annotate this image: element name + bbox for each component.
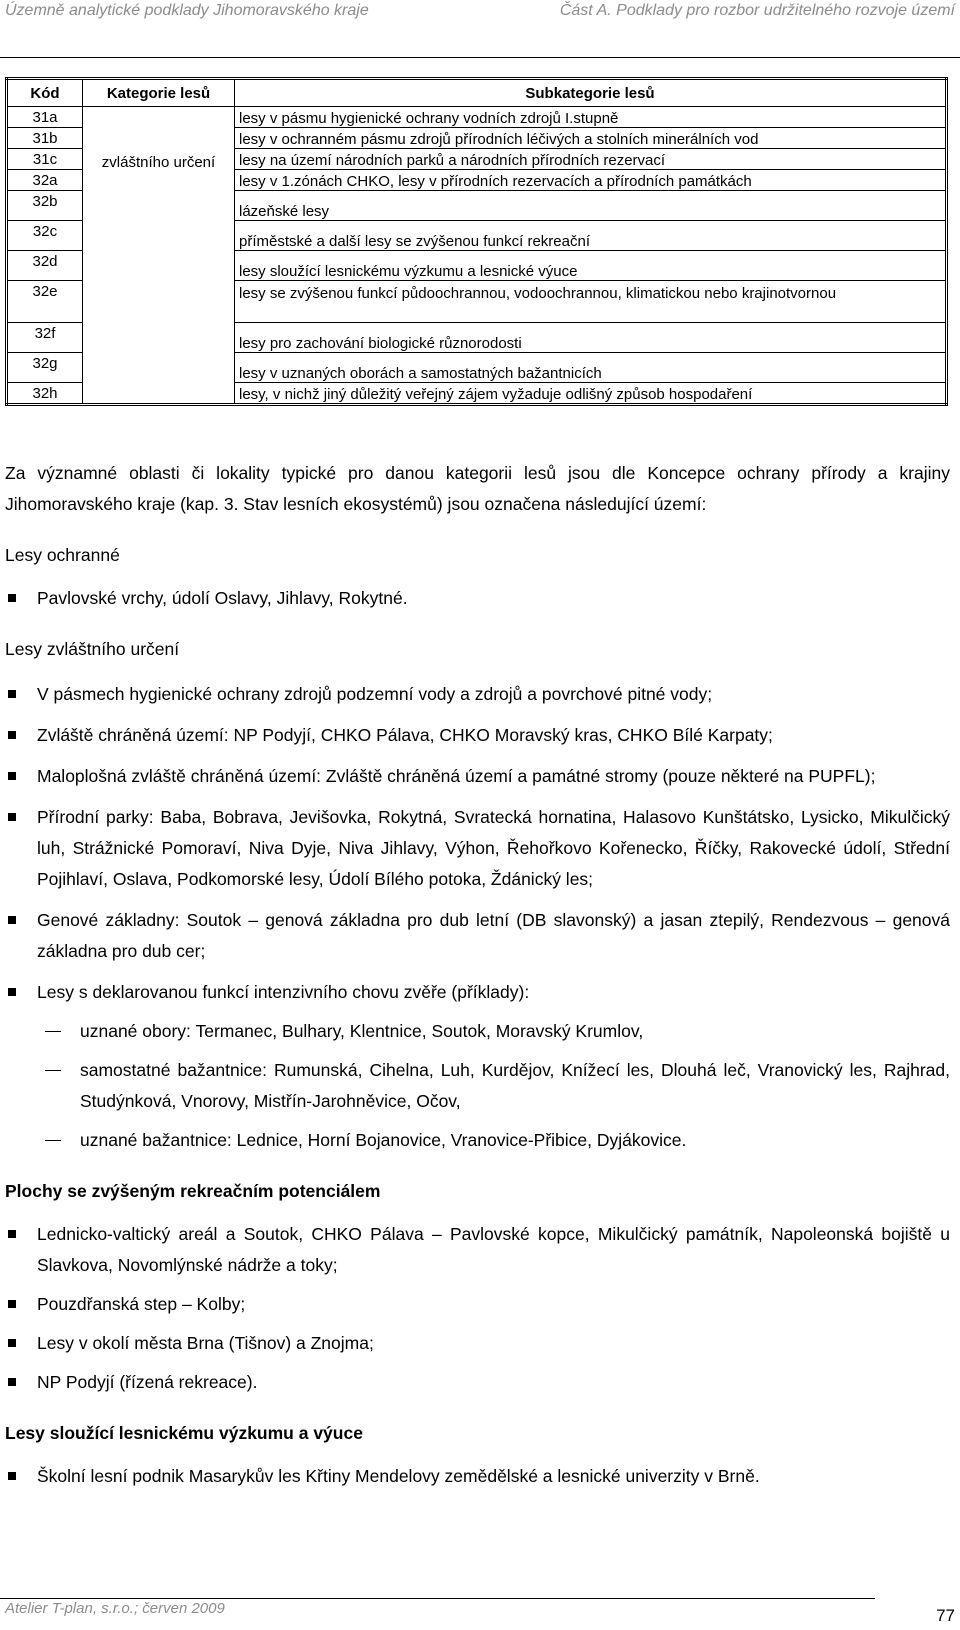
list-zvlastni <box>5 679 950 1008</box>
cell-kod: 32h <box>7 383 83 405</box>
list-item: uznané obory: Termanec, Bulhary, Klentnice, Soutok, Moravský Krumlov, <box>5 1016 950 1047</box>
square-bullet-icon <box>8 813 16 821</box>
cell-kod: 31c <box>7 149 83 170</box>
section-title-vyzkum: Lesy sloužící lesnickému výzkumu a výuce <box>5 1423 363 1443</box>
list-item: Zvláště chráněná území: NP Podyjí, CHKO Pálava, CHKO Moravský kras, CHKO Bílé Karpaty; <box>5 720 950 751</box>
cell-subkategorie: lesy v pásmu hygienické ochrany vodních zdrojů I.stupně <box>235 107 947 128</box>
cell-kod: 31a <box>7 107 83 128</box>
square-bullet-icon <box>8 731 16 739</box>
dash-bullet-icon <box>45 1031 61 1032</box>
list-item: Přírodní parky: Baba, Bobrava, Jevišovka, Rokytná, Svratecká hornatina, Halasovo Kunštátsko, Lysicko, Mikulčický luh, Strážnické Pomoraví, Niva Dyje, Niva Jihlavy, Výhon, Řehořkovo Kořenecko, Říčky, Rakovecké údolí, Střední Pojihlaví, Oslava, Podkomorské lesy, Údolí Bílého potoka, Ždánický les; <box>5 802 950 895</box>
forest-category-table <box>5 77 948 406</box>
list-ochranne <box>5 583 950 614</box>
document-body <box>5 458 950 1492</box>
cell-kod: 32f <box>7 323 83 353</box>
section-title-zvlastni: Lesy zvláštního určení <box>5 639 180 659</box>
cell-subkategorie: lesy v 1.zónách CHKO, lesy v přírodních rezervacích a přírodních památkách <box>235 170 947 191</box>
page-footer <box>0 1598 960 1630</box>
cell-kod: 32c <box>7 221 83 251</box>
list-item: Pavlovské vrchy, údolí Oslavy, Jihlavy, Rokytné. <box>5 583 950 614</box>
col-header-kategorie: Kategorie lesů <box>83 79 235 107</box>
cell-subkategorie: lesy se zvýšenou funkcí půdoochrannou, vodoochrannou, klimatickou nebo krajinotvornou <box>235 281 947 323</box>
cell-subkategorie: příměstské a další lesy se zvýšenou funkcí rekreační <box>235 221 947 251</box>
square-bullet-icon <box>8 1339 16 1347</box>
cell-kod: 32e <box>7 281 83 323</box>
header-rule <box>0 57 960 58</box>
list-item: Školní lesní podnik Masarykův les Křtiny Mendelovy zemědělské a lesnické univerzity v Brně. <box>5 1461 950 1492</box>
list-rekreace <box>5 1219 950 1398</box>
list-item: uznané bažantnice: Lednice, Horní Bojanovice, Vranovice-Přibice, Dyjákovice. <box>5 1125 950 1156</box>
cell-subkategorie: lesy pro zachování biologické různorodosti <box>235 323 947 353</box>
square-bullet-icon <box>8 988 16 996</box>
square-bullet-icon <box>8 594 16 602</box>
section-title-rekreace: Plochy se zvýšeným rekreačním potenciálem <box>5 1181 381 1201</box>
cell-kategorie: zvláštního určení <box>83 107 235 405</box>
cell-kod: 31b <box>7 128 83 149</box>
cell-subkategorie: lesy na území národních parků a národních přírodních rezervací <box>235 149 947 170</box>
cell-subkategorie: lázeňské lesy <box>235 191 947 221</box>
list-zvlastni-sub <box>5 1016 950 1156</box>
table-row <box>7 107 947 128</box>
col-header-kod: Kód <box>7 79 83 107</box>
intro-paragraph: Za významné oblasti či lokality typické pro danou kategorii lesů jsou dle Koncepce ochrany přírody a krajiny Jihomoravského kraje (kap. 3. Stav lesních ekosystémů) jsou označena následující území: <box>5 463 950 514</box>
square-bullet-icon <box>8 916 16 924</box>
cell-subkategorie: lesy sloužící lesnickému výzkumu a lesnické výuce <box>235 251 947 281</box>
cell-kod: 32d <box>7 251 83 281</box>
square-bullet-icon <box>8 1300 16 1308</box>
table-header-row <box>7 79 947 107</box>
cell-kod: 32b <box>7 191 83 221</box>
list-item: Genové základny: Soutok – genová základna pro dub letní (DB slavonský) a jasan ztepilý, Rendezvous – genová základna pro dub cer; <box>5 905 950 967</box>
page-header <box>0 0 960 60</box>
square-bullet-icon <box>8 1472 16 1480</box>
cell-subkategorie: lesy v uznaných oborách a samostatných bažantnicích <box>235 353 947 383</box>
dash-bullet-icon <box>45 1070 61 1071</box>
cell-subkategorie: lesy v ochranném pásmu zdrojů přírodních léčivých a stolních minerálních vod <box>235 128 947 149</box>
section-title-ochranne: Lesy ochranné <box>5 545 120 565</box>
list-item: samostatné bažantnice: Rumunská, Cihelna, Luh, Kurdějov, Knížecí les, Dlouhá leč, Vranovický les, Rajhrad, Studýnková, Vnorovy, Mistřín-Jarohněvice, Očov, <box>5 1055 950 1117</box>
header-left-text: Územně analytické podklady Jihomoravského kraje <box>5 2 369 19</box>
list-item: V pásmech hygienické ochrany zdrojů podzemní vody a zdrojů a povrchové pitné vody; <box>5 679 950 710</box>
square-bullet-icon <box>8 772 16 780</box>
list-item: Lesy s deklarovanou funkcí intenzivního chovu zvěře (příklady): <box>5 977 950 1008</box>
list-item: Lednicko-valtický areál a Soutok, CHKO Pálava – Pavlovské kopce, Mikulčický památník, Napoleonská bojiště u Slavkova, Novomlýnské nádrže a toky; <box>5 1219 950 1281</box>
cell-kod: 32g <box>7 353 83 383</box>
footer-left-text: Atelier T-plan, s.r.o.; červen 2009 <box>5 1600 225 1617</box>
dash-bullet-icon <box>45 1140 61 1141</box>
square-bullet-icon <box>8 690 16 698</box>
list-vyzkum <box>5 1461 950 1492</box>
cell-kod: 32a <box>7 170 83 191</box>
header-right-text: Část A. Podklady pro rozbor udržitelného rozvoje území <box>559 2 955 19</box>
square-bullet-icon <box>8 1230 16 1238</box>
cell-subkategorie: lesy, v nichž jiný důležitý veřejný zájem vyžaduje odlišný způsob hospodaření <box>235 383 947 405</box>
list-item: Pouzdřanská step – Kolby; <box>5 1289 950 1320</box>
col-header-subkategorie: Subkategorie lesů <box>235 79 947 107</box>
list-item: NP Podyjí (řízená rekreace). <box>5 1367 950 1398</box>
list-item: Maloplošná zvláště chráněná území: Zvláště chráněná území a památné stromy (pouze některé na PUPFL); <box>5 761 950 792</box>
footer-rule <box>0 1598 875 1599</box>
list-item: Lesy v okolí města Brna (Tišnov) a Znojma; <box>5 1328 950 1359</box>
square-bullet-icon <box>8 1378 16 1386</box>
page-number: 77 <box>936 1606 955 1625</box>
